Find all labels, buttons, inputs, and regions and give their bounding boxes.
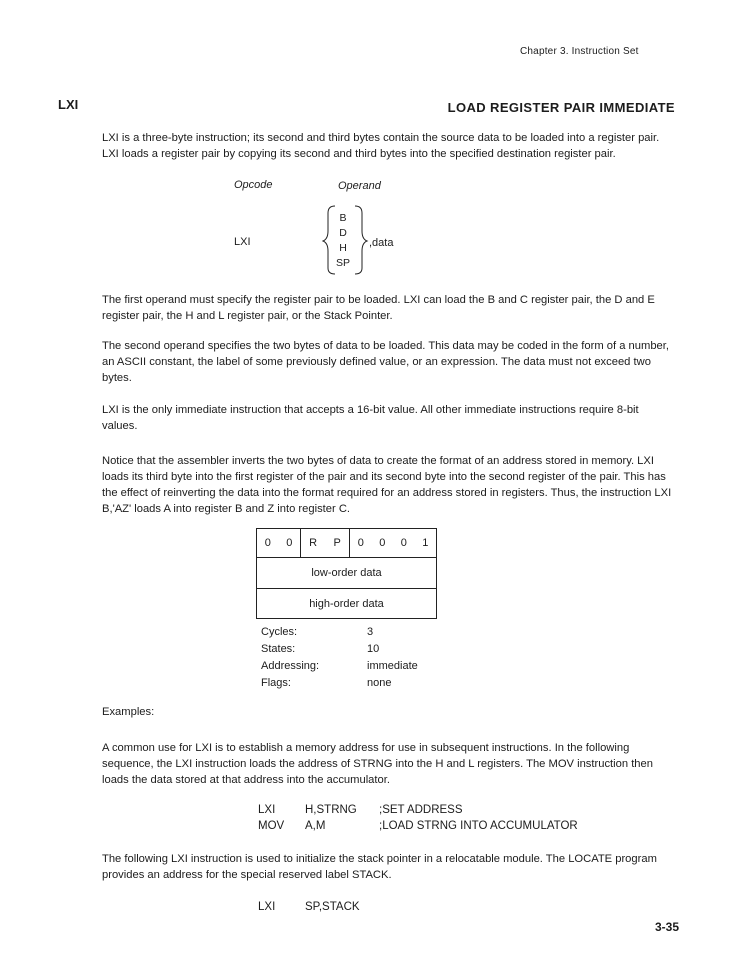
bits-register-pair xyxy=(301,529,350,557)
register-h: H xyxy=(339,242,347,254)
instruction-encoding xyxy=(256,528,437,619)
operand-suffix: ,data xyxy=(369,237,394,249)
syntax-opcode: LXI xyxy=(234,236,251,248)
example1-code xyxy=(258,802,578,834)
code-comment: ;SET ADDRESS xyxy=(379,804,463,816)
bit: 0 xyxy=(379,537,386,549)
examples-heading: Examples: xyxy=(102,706,155,718)
example2-code xyxy=(258,899,360,915)
timing-value: 3 xyxy=(367,626,374,638)
chapter-header: Chapter 3. Instruction Set xyxy=(520,46,639,57)
timing-label: Flags: xyxy=(261,677,291,689)
timing-row-states xyxy=(261,641,418,658)
timing-row-addressing xyxy=(261,658,418,675)
paragraph-16bit: LXI is the only immediate instruction that accepts a 16-bit value. All other immediate instructions require 8-bit values. xyxy=(102,404,639,432)
high-order-byte: high-order data xyxy=(257,588,436,618)
bits-high xyxy=(257,529,301,557)
bit: R xyxy=(309,537,318,549)
register-list xyxy=(335,211,351,271)
operand-label: Operand xyxy=(338,180,381,192)
register-d: D xyxy=(339,227,347,239)
bit: 0 xyxy=(286,537,293,549)
intro-paragraph: LXI is a three-byte instruction; its second and third bytes contain the source data to be loaded into a register pair. LXI loads a register pair by copying its second and third bytes into the specified destination register pair. xyxy=(102,132,660,160)
paragraph-second-operand: The second operand specifies the two bytes of data to be loaded. This data may be coded in the form of a number, an ASCII constant, the label of some previously defined value, or an expression. The data must not exceed two bytes. xyxy=(102,340,669,384)
bit: 0 xyxy=(357,537,364,549)
register-sp: SP xyxy=(335,257,350,269)
register-b: B xyxy=(339,212,347,224)
instruction-mnemonic: LXI xyxy=(58,97,79,112)
code-operand: SP,STACK xyxy=(305,901,360,913)
timing-label: Cycles: xyxy=(261,626,298,638)
opcode-label: Opcode xyxy=(234,179,273,191)
code-comment: ;LOAD STRNG INTO ACCUMULATOR xyxy=(379,820,578,832)
timing-row-flags xyxy=(261,675,418,692)
paragraph-inversion: Notice that the assembler inverts the two bytes of data to create the format of an address stored in memory. LXI loads its third byte into the first register of the pair and its second byte into the second register of the pair. This has the effect of reinverting the data into the format required for an address stored in registers. Thus, the instruction LXI B,'AZ' loads A into register B and Z into register C. xyxy=(102,455,672,515)
timing-value: immediate xyxy=(367,660,418,672)
code-op: LXI xyxy=(258,804,276,816)
code-op: MOV xyxy=(258,820,285,832)
timing-value: 10 xyxy=(367,643,380,655)
timing-value: none xyxy=(367,677,392,689)
bit: 1 xyxy=(422,537,429,549)
code-line xyxy=(258,818,578,834)
paragraph-first-operand: The first operand must specify the register pair to be loaded. LXI can load the B and C register pair, the D and E register pair, the H and L register pair, or the Stack Pointer. xyxy=(102,294,655,322)
timing-row-cycles xyxy=(261,624,418,641)
code-operand: A,M xyxy=(305,820,326,832)
bits-low xyxy=(350,529,436,557)
timing-label: States: xyxy=(261,643,296,655)
opcode-byte xyxy=(257,529,436,557)
example1-text: A common use for LXI is to establish a memory address for use in subsequent instructions. In the following sequence, the LXI instruction loads the address of STRNG into the H and L registers. The MOV instruction then loads the data stored at that address into the accumulator. xyxy=(102,742,653,786)
code-operand: H,STRNG xyxy=(305,804,357,816)
timing-label: Addressing: xyxy=(261,660,320,672)
bit: P xyxy=(333,537,341,549)
code-line xyxy=(258,802,578,818)
bit: 0 xyxy=(264,537,271,549)
instruction-title: LOAD REGISTER PAIR IMMEDIATE xyxy=(447,100,675,115)
low-order-byte: low-order data xyxy=(257,557,436,588)
code-op: LXI xyxy=(258,901,276,913)
example2-text: The following LXI instruction is used to initialize the stack pointer in a relocatable module. The LOCATE program provides an address for the special reserved label STACK. xyxy=(102,853,657,881)
bit: 0 xyxy=(400,537,407,549)
timing-table xyxy=(261,624,418,692)
page-number: 3-35 xyxy=(654,920,679,934)
